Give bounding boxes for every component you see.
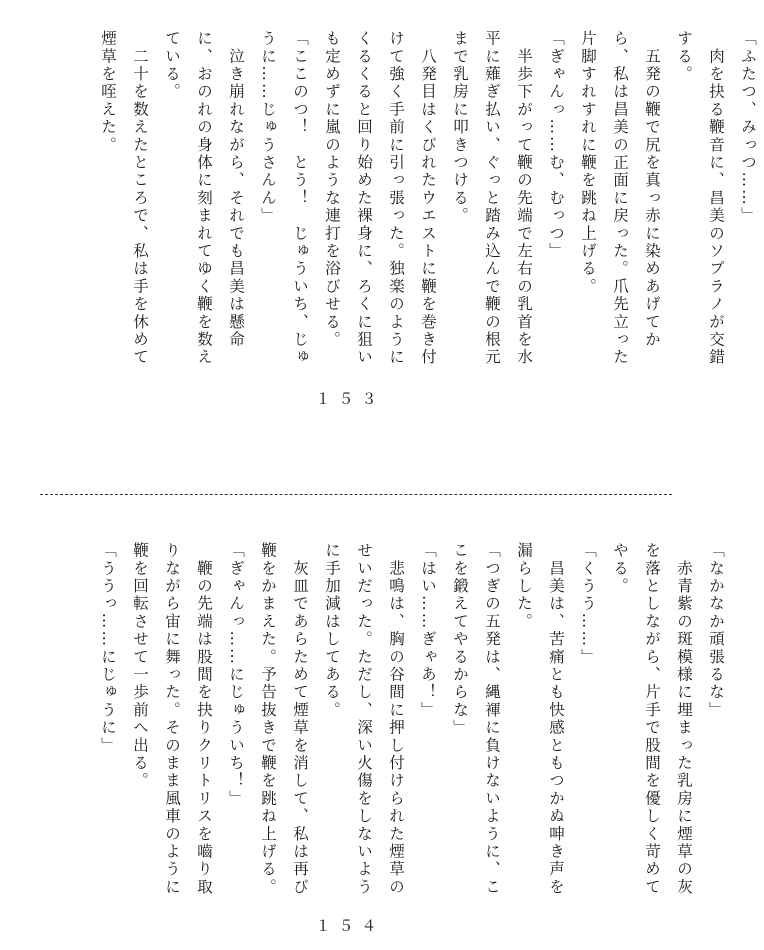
paragraph: 「ううっ……にじゅうに」 [99, 542, 117, 755]
paragraph: 「はい……ぎゃあ！」 [419, 542, 437, 719]
vertical-text-block [92, 30, 764, 375]
page-number: １５４ [315, 917, 385, 935]
page-divider [40, 494, 672, 495]
vertical-text-block [92, 542, 732, 902]
paragraph: 悲鳴は、胸の谷間に押し付けられた煙草のせいだった。ただし、深い火傷をしないように手加減はしてある。 [323, 542, 405, 896]
paragraph: 「ここのつ！ とう！ じゅういち、じゅうに……じゅうさんん」 [259, 30, 309, 367]
paragraph: 赤青紫の斑模様に埋まった乳房に煙草の灰を落としながら、片手で股間を優しく苛めてやる。 [611, 542, 693, 896]
page-153 [0, 0, 757, 470]
paragraph: 昌美は、苦痛とも快感ともつかぬ呻き声を漏らした。 [515, 542, 565, 896]
page-number: １５３ [315, 390, 385, 408]
paragraph: 「くうう……」 [579, 542, 597, 666]
paragraph: 二十を数えたところで、私は手を休めて煙草を咥えた。 [99, 30, 149, 367]
paragraph: 「なかなか頑張るな」 [707, 542, 725, 719]
paragraph: 「つぎの五発は、縄褌に負けないように、ここを鍛えてやるからな」 [451, 542, 501, 896]
paragraph: 灰皿であらためて煙草を消して、私は再び鞭をかまえた。予告抜きで鞭を跳ね上げる。 [259, 542, 309, 896]
paragraph: 肉を抉る鞭音に、昌美のソプラノが交錯する。 [675, 30, 725, 367]
paragraph: 八発目はくびれたウエストに鞭を巻き付けて強く手前に引っ張った。独楽のようにくるくると回り始めた裸身に、ろくに狙いも定めずに嵐のような連打を浴びせる。 [323, 30, 437, 367]
page-153-body [92, 30, 757, 375]
paragraph: 鞭の先端は股間を抉りクリトリスを嚙り取りながら宙に舞った。そのまま風車のように鞭を回転させて一歩前へ出る。 [131, 542, 213, 896]
page-154 [0, 500, 725, 950]
page-154-body [92, 542, 725, 902]
paragraph: 泣き崩れながら、それでも昌美は懸命に、おのれの身体に刻まれてゆく鞭を数えている。 [163, 30, 245, 367]
paragraph: 五発の鞭で尻を真っ赤に染めあげてから、私は昌美の正面に戻った。爪先立った片脚すれすれに鞭を跳ね上げる。 [579, 30, 661, 367]
paragraph: 「ぎゃんっ……む、むっつ」 [547, 30, 565, 261]
paragraph: 「ぎゃんっ……にじゅういち！」 [227, 542, 245, 808]
paragraph: 半歩下がって鞭の先端で左右の乳首を水平に薙ぎ払い、ぐっと踏み込んで鞭の根元まで乳房に叩きつける。 [451, 30, 533, 367]
paragraph: 「ふたつ、みっつ……」 [739, 30, 757, 225]
